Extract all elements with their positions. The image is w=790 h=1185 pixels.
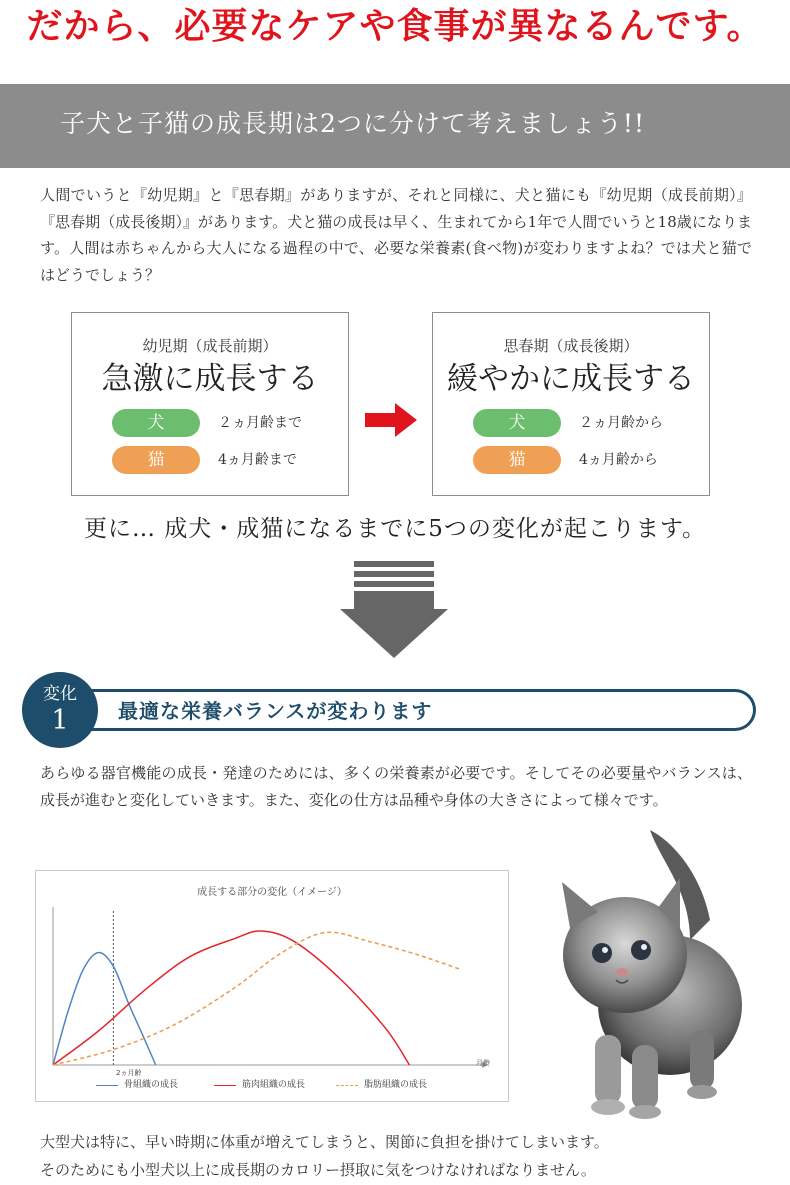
cat-age-text: 4ヵ月齢まで [218,452,297,468]
cat-badge: 猫 [473,446,561,474]
stage-box-late [432,312,710,496]
section-paragraph: あらゆる器官機能の成長・発達のためには、多くの栄養素が必要です。そしてその必要量やバランスは、成長が進むと変化していきます。また、変化の仕方は品種や身体の大きさによって様々です。 [40,764,752,809]
growth-chart-plot [36,871,510,1103]
chart-title: 成長する部分の変化（イメージ） [197,887,347,898]
changes-intro-heading: 更に… 成犬・成猫になるまでに5つの変化が起こります。 [83,516,707,542]
series-line-fat [53,932,461,1065]
right-arrow-icon [365,403,417,437]
cat-age-text: 4ヵ月齢から [579,452,658,468]
section-title: 最適な栄養バランスが変わります [118,699,433,723]
cat-badge: 猫 [112,446,200,474]
dog-badge: 犬 [473,409,561,437]
stage-subtitle: 思春期（成長後期） [503,337,639,355]
closing-line-1: 大型犬は特に、早い時期に体重が増えてしまうと、関節に負担を掛けてしまいます。 [40,1133,609,1151]
dog-age-text: ２ヵ月齢から [579,415,663,431]
closing-paragraph [40,1128,752,1184]
x-marker-label: 2ヵ月齢 [116,1069,142,1077]
section-badge-label: 変化 [43,684,77,704]
legend-label-bone: 骨組織の成長 [124,1080,179,1090]
x-axis-label: 月齢 [476,1059,490,1067]
kitten-photo [540,820,750,1120]
legend-label-fat: 脂肪組織の成長 [364,1080,428,1090]
stage-title: 急激に成長する [101,361,319,397]
closing-line-2: そのためにも小型犬以上に成長期のカロリー摂取に気をつけなければなりません。 [40,1161,596,1179]
growth-chart [35,870,509,1102]
series-line-bone [53,953,156,1065]
change-section-header [22,672,762,748]
stage-subtitle: 幼児期（成長前期） [142,337,278,355]
stage-box-early [71,312,349,496]
section-number-badge [22,672,98,748]
dog-age-text: ２ヵ月齢まで [218,415,302,431]
section-badge-number: 1 [51,705,69,736]
banner-title: 子犬と子猫の成長期は2つに分けて考えましょう!! [60,109,646,138]
section-banner [0,84,790,168]
series-line-muscle [53,931,410,1065]
legend-label-muscle: 筋肉組織の成長 [242,1080,306,1090]
down-arrow-icon [340,561,448,658]
legend-swatch-fat [336,1085,358,1086]
legend-swatch-bone [96,1085,118,1086]
page-headline: だから、必要なケアや食事が異なるんです。 [26,5,764,47]
dog-badge: 犬 [112,409,200,437]
legend-swatch-muscle [214,1085,236,1086]
stage-title: 緩やかに成長する [447,361,695,397]
intro-paragraph: 人間でいうと『幼児期』と『思春期』がありますが、それと同様に、犬と猫にも『幼児期（成長前期）』『思春期（成長後期）』があります。犬と猫の成長は早く、生まれてから1年で人間でいうと18歳になります。人間は赤ちゃんから大人になる過程の中で、必要な栄養素(食べ物)が変わりますよね？では犬と猫ではどうでしょう？ [40,186,752,284]
